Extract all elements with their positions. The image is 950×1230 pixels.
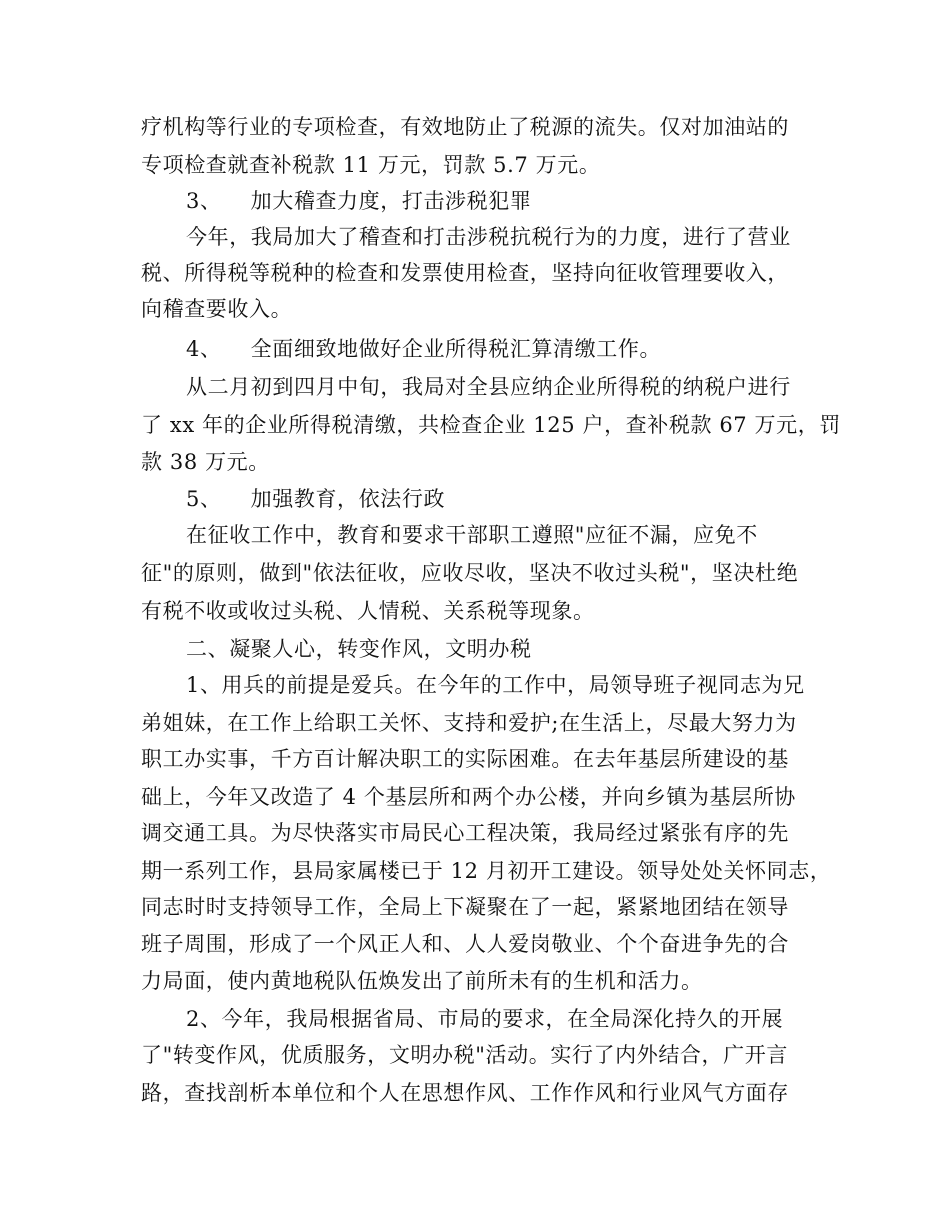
text-line-9: 了 xx 年的企业所得税清缴，共检查企业 125 户，查补税款 67 万元，罚 bbox=[141, 413, 841, 437]
text-line-12: 在征收工作中，教育和要求干部职工遵照"应征不漏，应免不 bbox=[186, 523, 758, 547]
text-line-6: 向稽查要收入。 bbox=[141, 297, 293, 321]
text-line-13: 征"的原则，做到"依法征收，应收尽收，坚决不收过头税"，坚决杜绝 bbox=[141, 561, 799, 585]
section-heading-3: 3、 加大稽查力度，打击涉税犯罪 bbox=[186, 189, 532, 213]
text-line-24: 力局面，使内黄地税队伍焕发出了前所未有的生机和活力。 bbox=[141, 969, 703, 993]
text-line-5: 税、所得税等税种的检查和发票使用检查，坚持向征收管理要收入， bbox=[141, 261, 789, 285]
text-line-17: 弟姐妹，在工作上给职工关怀、支持和爱护;在生活上，尽最大努力为 bbox=[141, 711, 797, 735]
text-line-25: 2、今年，我局根据省局、市局的要求，在全局深化持久的开展 bbox=[186, 1007, 784, 1031]
text-line-16: 1、用兵的前提是爱兵。在今年的工作中，局领导班子视同志为兄 bbox=[186, 673, 805, 697]
text-line-4: 今年，我局加大了稽查和打击涉税抗税行为的力度，进行了营业 bbox=[186, 225, 791, 249]
section-heading-5: 5、 加强教育，依法行政 bbox=[186, 487, 446, 511]
text-line-2: 专项检查就查补税款 11 万元，罚款 5.7 万元。 bbox=[141, 153, 601, 177]
text-line-21: 期一系列工作，县局家属楼已于 12 月初开工建设。领导处处关怀同志， bbox=[141, 859, 832, 883]
text-line-10: 款 38 万元。 bbox=[141, 450, 270, 474]
text-line-22: 同志时时支持领导工作，全局上下凝聚在了一起，紧紧地团结在领导 bbox=[141, 895, 789, 919]
text-line-27: 路，查找剖析本单位和个人在思想作风、工作作风和行业风气方面存 bbox=[141, 1081, 789, 1105]
text-line-23: 班子周围，形成了一个风正人和、人人爱岗敬业、个个奋进争先的合 bbox=[141, 932, 789, 956]
text-line-18: 职工办实事，千方百计解决职工的实际困难。在去年基层所建设的基 bbox=[141, 747, 789, 771]
section-heading-4: 4、 全面细致地做好企业所得税汇算清缴工作。 bbox=[186, 337, 662, 361]
text-line-26: 了"转变作风，优质服务，文明办税"活动。实行了内外结合，广开言 bbox=[141, 1043, 788, 1067]
text-line-20: 调交通工具。为尽快落实市局民心工程决策，我局经过紧张有序的先 bbox=[141, 821, 789, 845]
text-line-19: 础上，今年又改造了 4 个基层所和两个办公楼，并向乡镇为基层所协 bbox=[141, 785, 796, 809]
section-heading-two: 二、凝聚人心，转变作风，文明办税 bbox=[186, 637, 532, 661]
text-line-1: 疗机构等行业的专项检查，有效地防止了税源的流失。仅对加油站的 bbox=[141, 115, 789, 139]
text-line-14: 有税不收或收过头税、人情税、关系税等现象。 bbox=[141, 599, 595, 623]
text-line-8: 从二月初到四月中旬，我局对全县应纳企业所得税的纳税户进行 bbox=[186, 375, 791, 399]
